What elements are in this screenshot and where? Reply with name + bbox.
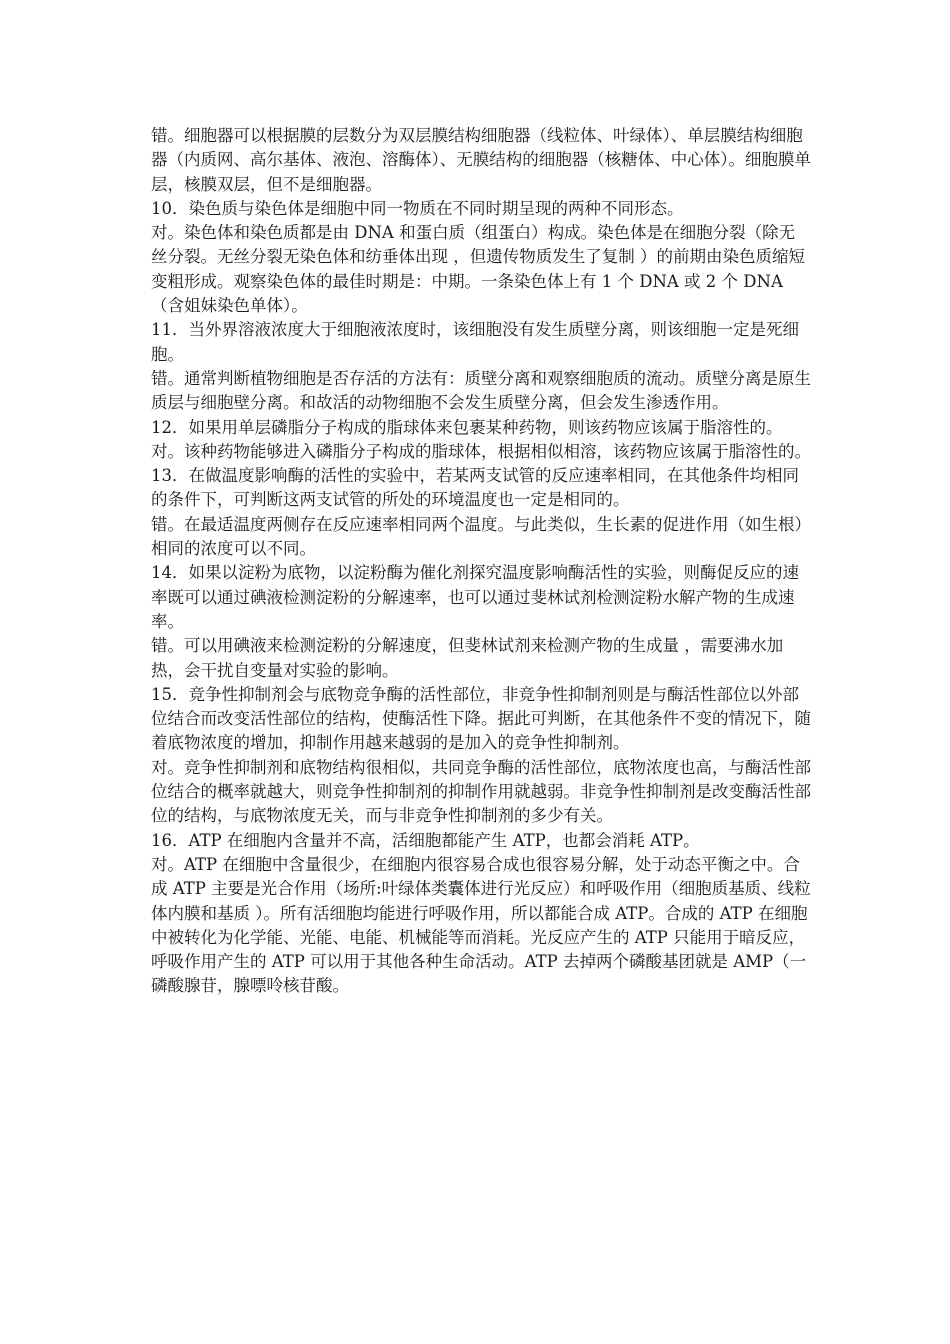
paragraph-question-15: 15．竞争性抑制剂会与底物竞争酶的活性部位，非竞争性抑制剂则是与酶活性部位以外部位结合而改变活性部位的结构，使酶活性下降。据此可判断，在其他条件不变的情况下，随着底物浓度的增加，抑制作用越来越弱的是加入的竞争性抑制剂。	[151, 684, 811, 753]
paragraph-answer-16: 对。ATP 在细胞中含量很少，在细胞内很容易合成也很容易分解，处于动态平衡之中。合成 ATP 主要是光合作用（场所:叶绿体类囊体进行光反应）和呼吸作用（细胞质基质、线粒体内膜和基质 ）。所有活细胞均能进行呼吸作用，所以都能合成 ATP。合成的 ATP 在细胞中被转化为化学能、光能、电能、机械能等而消耗。光反应产生的 ATP 只能用于暗反应，呼吸作用产生的 ATP 可以用于其他各种生命活动。ATP 去掉两个磷酸基团就是 AMP（一磷酸腺苷，腺嘌呤核苷酸。	[151, 854, 811, 996]
paragraph-answer-15: 对。竞争性抑制剂和底物结构很相似，共同竞争酶的活性部位，底物浓度也高，与酶活性部位结合的概率就越大，则竞争性抑制剂的抑制作用就越弱。非竞争性抑制剂是改变酶活性部位的结构，与底物浓度无关，而与非竞争性抑制剂的多少有关。	[151, 757, 811, 826]
paragraph-answer-10: 对。染色体和染色质都是由 DNA 和蛋白质（组蛋白）构成。染色体是在细胞分裂（除无丝分裂。无丝分裂无染色体和纺垂体出现 ，但遗传物质发生了复制 ）的前期由染色质缩短变粗形成。观察染色体的最佳时期是：中期。一条染色体上有 1 个 DNA 或 2 个 DNA（含姐妹染色单体）。	[151, 223, 805, 316]
paragraph-question-12: 12．如果用单层磷脂分子构成的脂球体来包裹某种药物，则该药物应该属于脂溶性的。	[151, 417, 783, 437]
paragraph-answer-9: 错。细胞器可以根据膜的层数分为双层膜结构细胞器（线粒体、叶绿体）、单层膜结构细胞器（内质网、高尔基体、液泡、溶酶体）、无膜结构的细胞器（核糖体、中心体）。细胞膜单层，核膜双层，但不是细胞器。	[151, 126, 811, 194]
paragraph-answer-12: 对。该种药物能够进入磷脂分子构成的脂球体，根据相似相溶，该药物应该属于脂溶性的。	[151, 441, 811, 461]
document-body	[151, 124, 811, 999]
paragraph-question-16: 16．ATP 在细胞内含量并不高，活细胞都能产生 ATP，也都会消耗 ATP。	[151, 830, 700, 850]
paragraph-question-10: 10．染色质与染色体是细胞中同一物质在不同时期呈现的两种不同形态。	[151, 198, 684, 218]
paragraph-question-11: 11．当外界溶液浓度大于细胞液浓度时，该细胞没有发生质壁分离，则该细胞一定是死细胞。	[151, 320, 799, 364]
paragraph-question-14: 14．如果以淀粉为底物，以淀粉酶为催化剂探究温度影响酶活性的实验，则酶促反应的速率既可以通过碘液检测淀粉的分解速率，也可以通过斐林试剂检测淀粉水解产物的生成速率。	[151, 563, 799, 631]
paragraph-answer-13: 错。在最适温度两侧存在反应速率相同两个温度。与此类似，生长素的促进作用（如生根）相同的浓度可以不同。	[151, 514, 811, 559]
paragraph-answer-11: 错。通常判断植物细胞是否存活的方法有：质壁分离和观察细胞质的流动。质壁分离是原生质层与细胞壁分离。和故活的动物细胞不会发生质壁分离，但会发生渗透作用。	[151, 368, 811, 413]
paragraph-question-13: 13．在做温度影响酶的活性的实验中，若某两支试管的反应速率相同，在其他条件均相同的条件下，可判断这两支试管的所处的环境温度也一定是相同的。	[151, 466, 799, 510]
paragraph-answer-14: 错。可以用碘液来检测淀粉的分解速度，但斐林试剂来检测产物的生成量 ，需要沸水加热，会干扰自变量对实验的影响。	[151, 636, 784, 680]
